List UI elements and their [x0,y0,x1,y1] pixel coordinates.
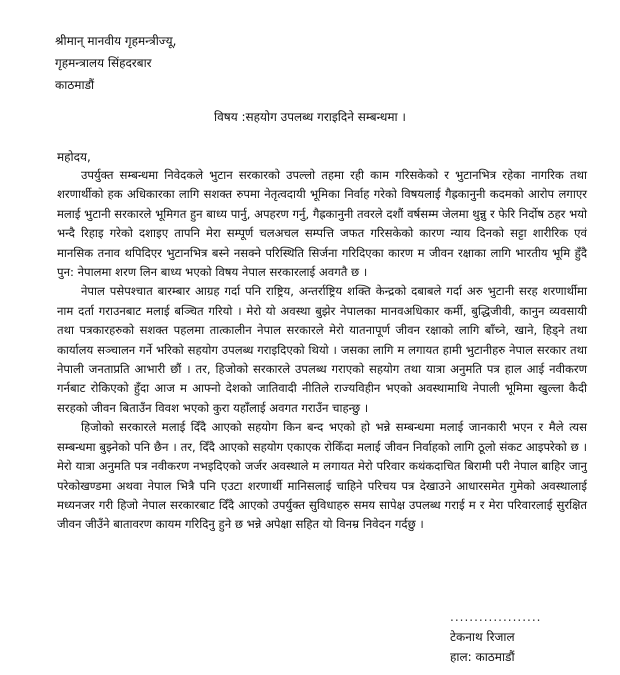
body-paragraph-2: नेपाल पसेपश्चात बारम्बार आग्रह गर्दा पनि राष्ट्रिय, अन्तर्राष्ट्रिय शक्ति केन्द्रको दबाबले गर्दा अरु भुटानी सरह शरणार्थीमा नाम दर्ता गराउनबाट मलाई बञ्चित गरियो । मेरो यो अवस्था बुझेर नेपालका मानवअधिकार कर्मी, बुद्धिजीवी, कानुन व्यवसायी तथा पत्रकारहरुको सशक्त पहलमा तात्कालीन नेपाल सरकारले मेरो यातनापूर्ण जीवन रक्षाको लागि बाँच्ने, खाने, हिड्ने तथा कार्यालय सञ्चालन गर्ने भरिको सहयोग उपलब्ध गराइदिएको थियो । जसका लागि म लगायत हामी भुटानीहरु नेपाल सरकार तथा नेपाली जनताप्रति आभारी छौं । तर, हिजोको सरकारले उपलब्ध गराएको सहयोग तथा यात्रा अनुमति पत्र हाल आई नवीकरण गर्नबाट रोकिएको हुँदा आज म आफ्नो देशको जातिवादी नीतिले राज्यविहीन भएको अवस्थामाथि नेपाली भूमिमा खुल्ला कैदी सरहको जीवन बिताउँन विवश भएको कुरा यहाँलाई अवगत गराउँन चाहन्छु । [57,284,587,415]
recipient-address [55,30,176,96]
recipient-city: काठमाडौं [55,78,95,92]
letter-body [57,166,587,535]
letter-subject: विषय :सहयोग उपलब्ध गराइदिने सम्बन्धमा । [214,110,406,124]
recipient-office: गृहमन्त्रालय सिंहदरबार [55,56,152,70]
signer-name: टेकनाथ रिजाल [450,630,515,644]
salutation: महोदय, [57,150,91,164]
signer-location: हाल: काठमाडौं [450,650,515,664]
body-paragraph-1: उपर्युक्त सम्बन्धमा निवेदकले भुटान सरकारको उपल्लो तहमा रही काम गरिसकेको र भुटानभित्र रहेका नागरिक तथा शरणार्थीको हक अधिकारका लागि सशक्त रुपमा नेतृत्वदायी भूमिका निर्वाह गरेको विषयलाई गैह्रकानुनी कदमको आरोप लगाएर मलाई भुटानी सरकारले भूमिगत हुन बाध्य पार्नु, अपहरण गर्नु, गैह्रकानुनी तवरले दशौं वर्षसम्म जेलमा थुन्नु र फेरि निर्दोष ठहर भयो भन्दै रिहाइ गरेको दशाइए तापनि मेरा सम्पूर्ण चलअचल सम्पत्ति जफत गरिसकेको कारण न्याय दिनको सट्टा शारीरिक एवं मानसिक तनाव थपिदिएर भुटानभित्र बस्ने नसक्ने परिस्थिति सिर्जना गरिदिएका कारण म जीवन रक्षाका लागि भारतीय भूमि हुँदै पुन: नेपालमा शरण लिन बाध्य भएको विषय नेपाल सरकारलाई अवगतै छ । [57,168,587,280]
body-paragraph-3: हिजोको सरकारले मलाई दिँदै आएको सहयोग किन बन्द भएको हो भन्ने सम्बन्धमा मलाई जानकारी भएन र मैले त्यस सम्बन्धमा बुझ्नेको पनि छैन । तर, दिँदै आएको सहयोग एकाएक रोकिँदा मलाई जीवन निर्वाहको लागि ठूलो संकट आइपरेको छ । मेरो यात्रा अनुमति पत्र नवीकरण नभइदिएको जर्जर अवस्थाले म लगायत मेरो परिवार कथंकदाचित बिरामी परी नेपाल बाहिर जानु परेकोखण्डमा अथवा नेपाल भित्रै पनि एउटा शरणार्थी मानिसलाई चाहिने परिचय पत्र देखाउने आधारसमेत गुमेको अवस्थालाई मध्यनजर गरी हिजो नेपाल सरकारबाट दिँदै आएको उपर्युक्त सुविधाहरु समय सापेक्ष उपलब्ध गराई म र मेरा परिवारलाई सुरक्षित जीवन जीउँने बातावरण कायम गरिदिनु हुने छ भन्ने अपेक्षा सहित यो विनम्र निवेदन गर्दछु । [57,420,587,532]
recipient-title: श्रीमान् मानवीय गृहमन्त्रीज्यू, [55,34,177,48]
signature-block [450,607,590,667]
signature-line: ................... [450,610,542,624]
